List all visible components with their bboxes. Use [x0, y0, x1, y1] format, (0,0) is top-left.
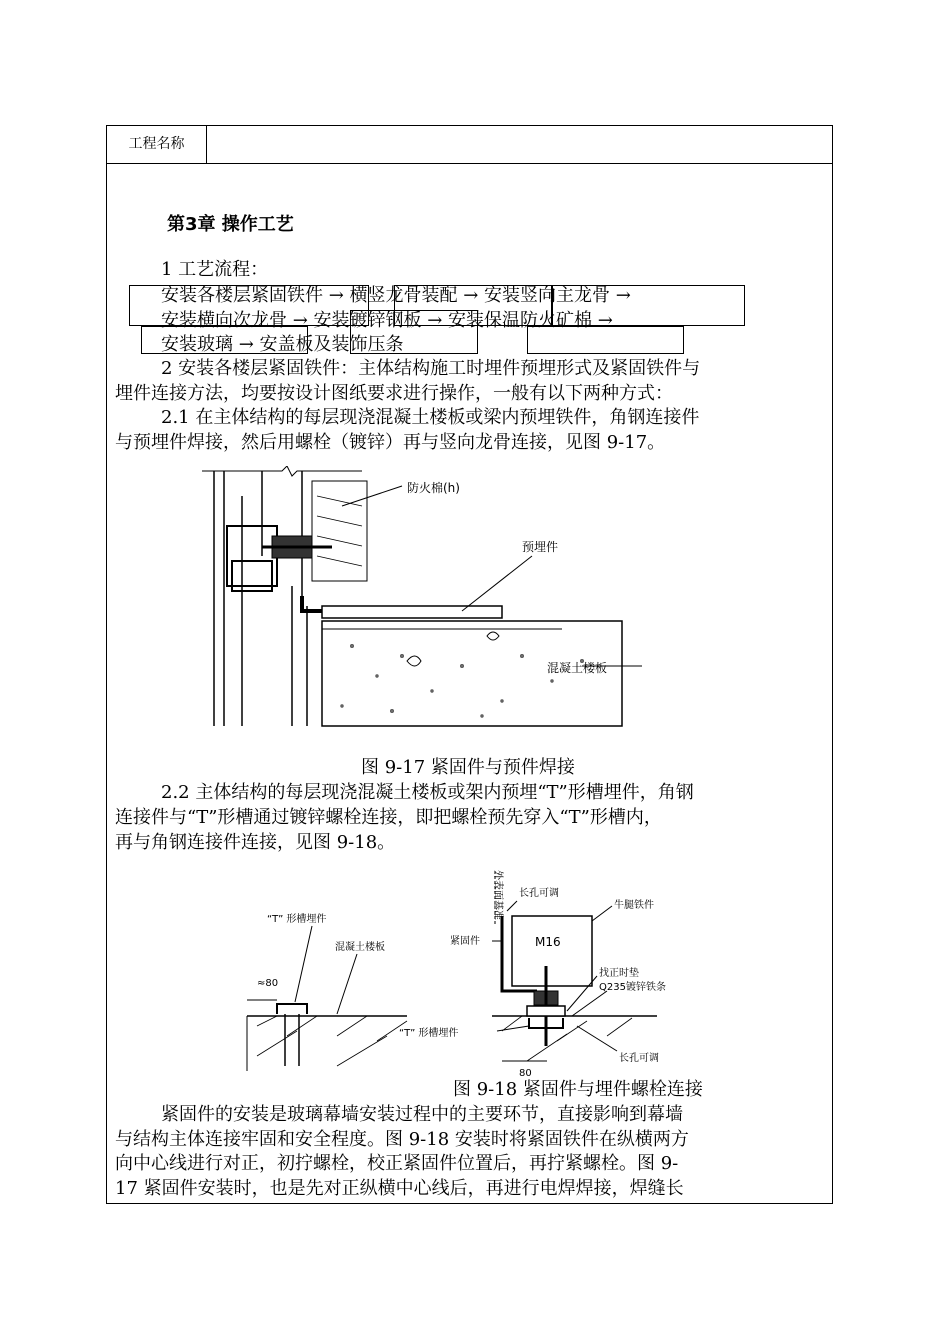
flow-row-2: 安装横向次龙骨 → 安装镀锌钢板 → 安装保温防火矿棉 → — [161, 310, 613, 331]
section-2-2-line-3: 再与角钢连接件连接，见图 9-18。 — [115, 832, 396, 853]
header-row — [107, 126, 832, 164]
label-shim: 找正时垫 — [599, 968, 639, 979]
project-name-label: 工程名称 — [107, 126, 207, 163]
closing-line-3: 向中心线进行对正，初拧螺栓，校正紧固件位置后，再拧紧螺栓。图 9- — [115, 1153, 679, 1174]
section-2-2-line-2: 连接件与“T”形槽通过镀锌螺栓连接，即把螺栓预先穿入“T”形槽内， — [115, 807, 662, 828]
label-dim-right: 80 — [519, 1068, 532, 1076]
label-bracket: 牛腿铁件 — [614, 900, 654, 911]
section-2-1-line-1: 2.1 在主体结构的每层现浇混凝土楼板或梁内预埋铁件，角钢连接件 — [161, 407, 700, 428]
label-fire-insulation: 防火棉(h) — [407, 481, 460, 495]
label-embedded-part: 预埋件 — [522, 540, 559, 554]
figure-9-17-drawing — [202, 466, 662, 736]
label-t-slot-right: “T” 形槽埋件 — [399, 1028, 459, 1039]
section-2-1-line-2: 与预埋件焊接，然后用螺栓（镀锌）再与竖向龙骨连接，见图 9-17。 — [115, 432, 666, 453]
label-concrete-slab: 混凝土楼板 — [547, 661, 608, 675]
chapter-title: 第3章 操作工艺 — [167, 214, 294, 235]
figure-9-18-drawing — [237, 866, 687, 1076]
closing-line-4: 17 紧固件安装时，也是先对正纵横中心线后，再进行电焊焊接，焊缝长 — [115, 1178, 684, 1199]
closing-line-1: 紧固件的安装是玻璃幕墙安装过程中的主要环节，直接影响到幕墙 — [161, 1104, 683, 1125]
form-frame — [106, 125, 833, 1204]
label-slot-adjustable-top: 长孔可调 — [519, 888, 559, 899]
flow-heading: 1 工艺流程： — [161, 259, 269, 280]
label-q235: Q235镀锌铁条 — [599, 982, 666, 993]
flow-row-1: 安装各楼层紧固铁件 → 横竖龙骨装配 → 安装竖向主龙骨 → — [161, 285, 631, 306]
closing-line-2: 与结构主体连接牢固和安全程度。图 9-18 安装时将紧固铁件在纵横两方 — [115, 1129, 689, 1150]
label-slot-adjustable-bottom: 长孔可调 — [619, 1053, 659, 1064]
section-2-line-2: 埋件连接方法，均要按设计图纸要求进行操作，一般有以下两种方式： — [115, 383, 673, 404]
label-concrete-slab-left: 混凝土楼板 — [335, 942, 385, 953]
flow-row-3: 安装玻璃 → 安盖板及装饰压条 — [161, 334, 404, 355]
label-fastener: 紧固件 — [450, 936, 480, 947]
section-2-2-line-1: 2.2 主体结构的每层现浇混凝土楼板或架内预埋“T”形槽埋件，角钢 — [161, 782, 694, 803]
label-m16: M16 — [535, 935, 561, 949]
label-t-slot-left: “T” 形槽埋件 — [267, 914, 327, 925]
label-dim-left: ≈80 — [257, 978, 279, 989]
figure-9-17-caption: 图 9-17 紧固件与预件焊接 — [361, 757, 575, 778]
section-2-line-1: 2 安装各楼层紧固铁件：主体结构施工时埋件预埋形式及紧固铁件与 — [161, 358, 701, 379]
label-facade-reference: 外表面基准 — [492, 870, 503, 920]
figure-9-18-caption: 图 9-18 紧固件与埋件螺栓连接 — [453, 1079, 703, 1100]
